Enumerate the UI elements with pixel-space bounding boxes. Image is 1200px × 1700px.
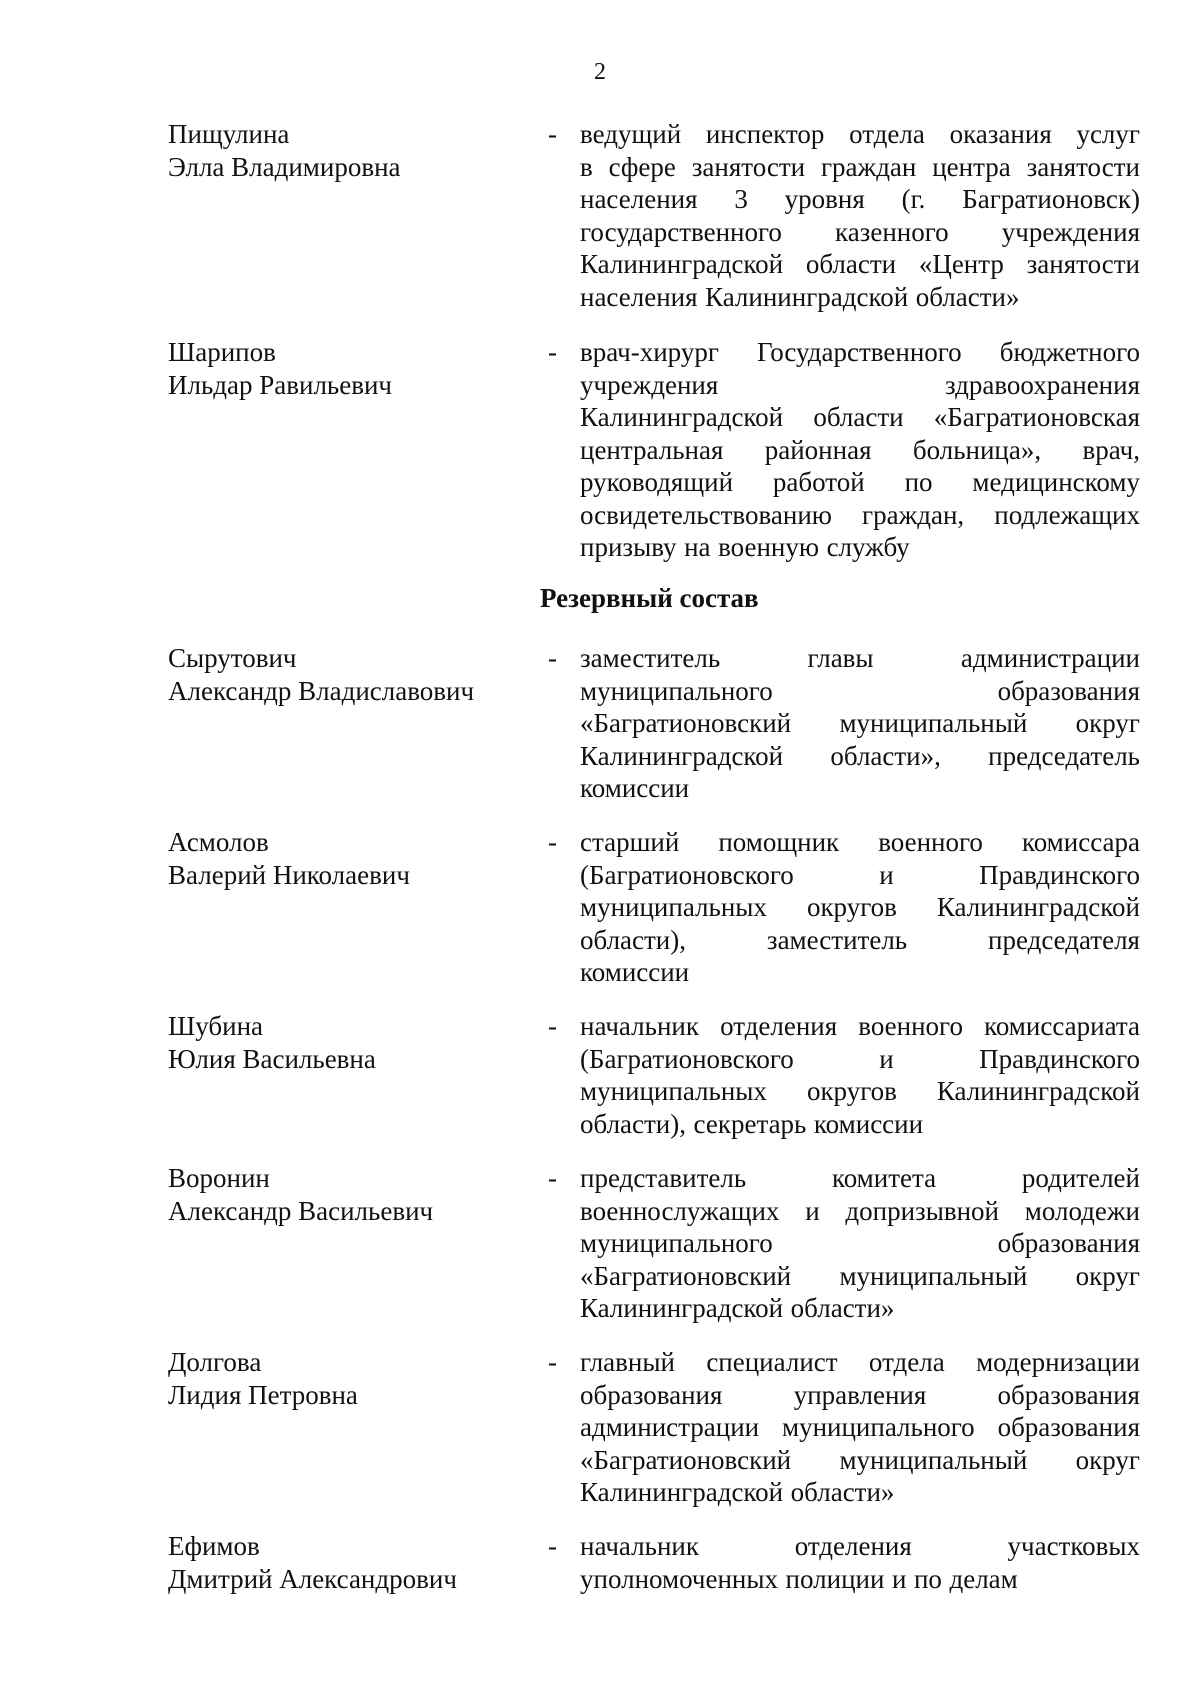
position-line: заместитель главы администрации (580, 643, 1140, 673)
member-given-names: Элла Владимировна (168, 151, 401, 182)
member-surname: Асмолов (168, 827, 269, 857)
position-line: старший помощник военного комиссара (580, 827, 1140, 857)
member-given-names: Александр Владиславович (168, 675, 475, 706)
position-line: ведущий инспектор отдела оказания услуг (580, 119, 1140, 149)
member-position (580, 826, 1140, 989)
member-surname: Сырутович (168, 643, 297, 673)
position-line: муниципальных округов Калининградской (580, 892, 1140, 922)
position-line: начальник отделения участковых (580, 1531, 1140, 1561)
position-line: Калининградской области «Багратионовская (580, 402, 1140, 432)
member-given-names: Александр Васильевич (168, 1195, 434, 1226)
member-name (168, 642, 528, 707)
position-line: военнослужащих и допризывной молодежи (580, 1195, 1140, 1226)
member-name (168, 1010, 528, 1075)
member-position (580, 1530, 1140, 1595)
position-line: образования управления образования (580, 1379, 1140, 1410)
position-line: руководящий работой по медицинскому (580, 467, 1140, 497)
member-given-names: Ильдар Равильевич (168, 369, 393, 400)
position-line: администрации муниципального образования (580, 1412, 1140, 1442)
position-line: освидетельствованию граждан, подлежащих (580, 499, 1140, 530)
member-surname: Долгова (168, 1347, 262, 1377)
member-given-names: Валерий Николаевич (168, 859, 410, 890)
position-line: муниципального образования (580, 1228, 1140, 1258)
member-given-names: Юлия Васильевна (168, 1043, 376, 1074)
member-name (168, 1530, 528, 1595)
dash-separator: - (548, 1347, 557, 1377)
position-line: (Багратионовского и Правдинского (580, 859, 1140, 890)
member-surname: Ефимов (168, 1531, 260, 1561)
member-position (580, 1162, 1140, 1325)
dash-separator: - (548, 643, 557, 673)
position-line: населения 3 уровня (г. Багратионовск) (580, 184, 1140, 214)
position-line: Калининградской области» (580, 1293, 895, 1323)
position-line: государственного казенного учреждения (580, 216, 1140, 247)
position-line: комиссии (580, 957, 690, 987)
dash-separator: - (548, 827, 557, 857)
dash-separator: - (548, 1011, 557, 1041)
position-line: «Багратионовский муниципальный округ (580, 1260, 1140, 1291)
member-name (168, 118, 528, 183)
position-line: «Багратионовский муниципальный округ (580, 1444, 1140, 1475)
position-line: главный специалист отдела модернизации (580, 1347, 1140, 1377)
member-given-names: Лидия Петровна (168, 1379, 358, 1410)
position-line: (Багратионовского и Правдинского (580, 1043, 1140, 1074)
member-position (580, 118, 1140, 313)
member-given-names: Дмитрий Александрович (168, 1563, 457, 1594)
position-line: Калининградской области» (580, 1477, 895, 1507)
position-line: «Багратионовский муниципальный округ (580, 708, 1140, 738)
member-surname: Пищулина (168, 119, 290, 149)
position-line: в сфере занятости граждан центра занятости (580, 151, 1140, 182)
member-position (580, 1346, 1140, 1509)
position-line: населения Калининградской области» (580, 281, 1020, 312)
position-line: представитель комитета родителей (580, 1163, 1140, 1193)
dash-separator: - (548, 119, 557, 149)
position-line: области), заместитель председателя (580, 924, 1140, 955)
member-name (168, 1346, 528, 1411)
member-position (580, 642, 1140, 805)
position-line: Калининградской области «Центр занятости (580, 249, 1140, 279)
position-line: муниципальных округов Калининградской (580, 1076, 1140, 1106)
position-line: области), секретарь комиссии (580, 1108, 924, 1139)
position-line: призыву на военную службу (580, 532, 910, 562)
member-surname: Шубина (168, 1011, 264, 1041)
position-line: комиссии (580, 773, 690, 803)
dash-separator: - (548, 337, 557, 367)
member-position (580, 336, 1140, 564)
member-name (168, 1162, 528, 1227)
position-line: центральная районная больница», врач, (580, 434, 1140, 465)
position-line: учреждения здравоохранения (580, 369, 1140, 400)
position-line: уполномоченных полиции и по делам (580, 1563, 1018, 1594)
member-position (580, 1010, 1140, 1140)
position-line: Калининградской области», председатель (580, 740, 1140, 771)
position-line: врач-хирург Государственного бюджетного (580, 337, 1140, 367)
page-number: 2 (594, 59, 606, 85)
position-line: начальник отделения военного комиссариата (580, 1011, 1140, 1041)
member-name (168, 826, 528, 891)
dash-separator: - (548, 1531, 557, 1561)
member-surname: Воронин (168, 1163, 270, 1193)
reserve-section-title: Резервный состав (540, 583, 759, 613)
dash-separator: - (548, 1163, 557, 1193)
position-line: муниципального образования (580, 675, 1140, 706)
member-surname: Шарипов (168, 337, 276, 367)
member-name (168, 336, 528, 401)
